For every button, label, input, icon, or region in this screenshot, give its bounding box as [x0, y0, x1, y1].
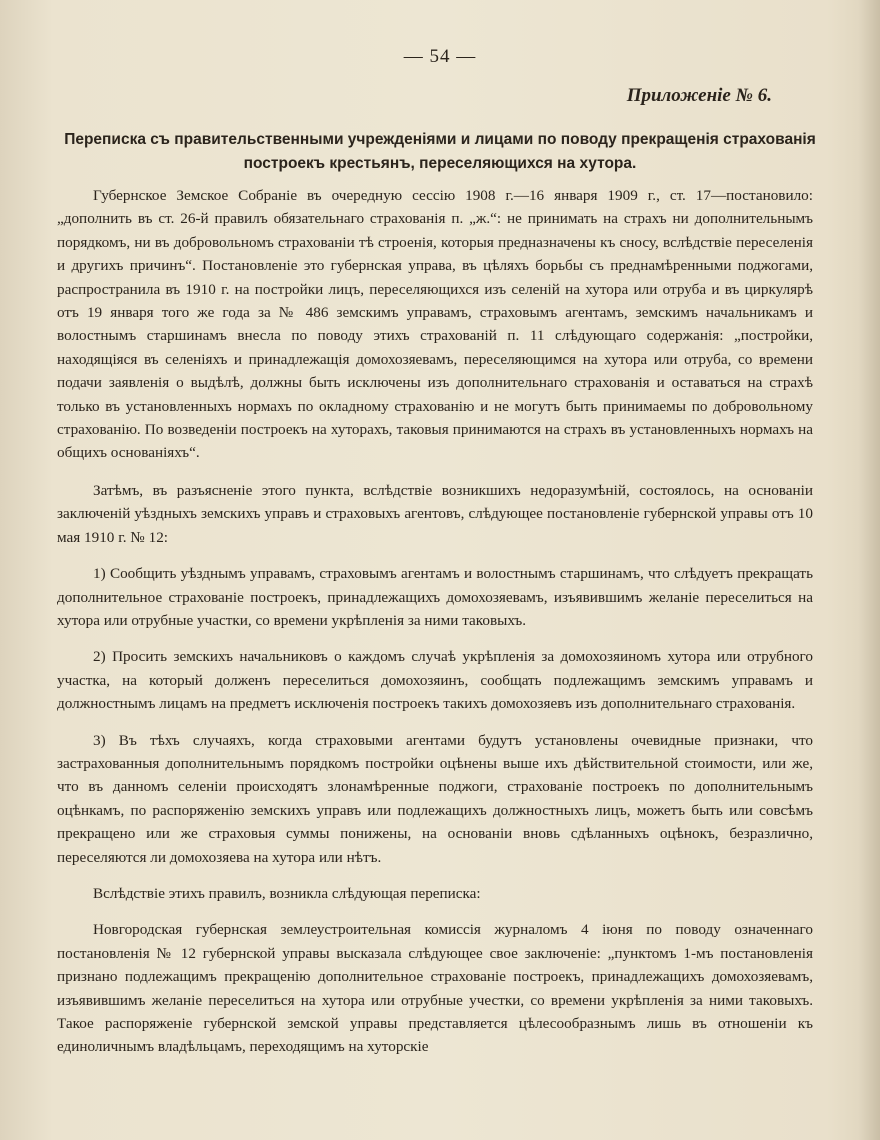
title-line-1: Переписка съ правительственными учрежденіями и лицами по поводу прекращенія страхованія	[64, 131, 816, 148]
page-number: — 54 —	[403, 46, 477, 67]
paragraph: Губернское Земское Собраніе въ очередную сессію 1908 г.—16 января 1909 г., ст. 17—постановило: „дополнить въ ст. 26-й правилъ обязательнаго страхованія п. „ж.“: не принимать на страхъ ни дополнительнымъ порядкомъ, ни въ добровольномъ страхованіи тѣ строенія, которыя предназначены къ сносу, вслѣдствіе переселенія и другихъ причинъ“. Постановленіе это губернская управа, въ цѣляхъ борьбы съ преднамѣренными поджогами, распространила въ 1910 г. на постройки лицъ, переселяющихся изъ селеній на хутора или отруба и въ циркулярѣ отъ 19 января того же года за № 486 земскимъ управамъ, страховымъ агентамъ, земскимъ начальникамъ и волостнымъ старшинамъ внесла по поводу этихъ страхованій п. 11 слѣдующаго содержанія: „постройки, находящіяся въ селеніяхъ и принадлежащія домохозяевамъ, переселяющимся на хутора или отруба, со времени подачи заявленія о выдѣлѣ, должны быть исключены изъ дополнительнаго страхованія и оставаться на страхѣ только въ установленныхъ нормахъ по окладному страхованію и не могутъ быть принимаемы по добровольному страхованію. По возведеніи построекъ на хуторахъ, таковыя принимаются на страхъ въ установленныхъ нормахъ на общихъ основаніяхъ“.	[57, 187, 813, 462]
paragraph: 3) Въ тѣхъ случаяхъ, когда страховыми агентами будутъ установлены очевидные признаки, что застрахованныя дополнительнымъ порядкомъ постройки оцѣнены выше ихъ дѣйствительной стоимости, или же, что въ данномъ селеніи происходятъ злонамѣренные поджоги, страхованіе построекъ по дополнительнымъ оцѣнкамъ, по распоряженію земскихъ управъ или подлежащихъ должностныхъ лицъ, можетъ быть или совсѣмъ прекращено или же страховыя суммы понижены, на основаніи вновь сдѣланныхъ оцѣнокъ, безразлично, переселяются ли домохозяева на хутора или нѣтъ.	[57, 731, 813, 866]
appendix-label: Приложеніе № 6.	[626, 85, 772, 106]
title-line-2: построекъ крестьянъ, переселяющихся на хутора.	[243, 155, 637, 172]
paragraph: Затѣмъ, въ разъясненіе этого пункта, вслѣдствіе возникшихъ недоразумѣній, состоялось, на основаніи заключеній уѣздныхъ земскихъ управъ и страховыхъ агентовъ, слѣдующее постановленіе губернской управы отъ 10 мая 1910 г. № 12:	[57, 481, 813, 546]
body-text	[57, 184, 813, 1072]
paragraph: Вслѣдствіе этихъ правилъ, возникла слѣдующая переписка:	[93, 884, 481, 902]
page-edge	[858, 0, 880, 1140]
section-title	[50, 128, 830, 176]
paragraph: Новгородская губернская землеустроительная комиссія журналомъ 4 іюня по поводу означеннаго постановленія № 12 губернской управы высказала слѣдующее свое заключеніе: „пунктомъ 1-мъ постановленія признано подлежащимъ прекращенію дополнительное страхованіе построекъ, принадлежащихъ домохозяевамъ, изъявившимъ желаніе переселиться на хутора или отрубные учестки, со времени укрѣпленія за ними таковыхъ. Такое распоряженіе губернской земской управы представляется цѣлесообразнымъ лишь въ отношеніи къ единоличнымъ владѣльцамъ, переходящимъ на хуторскіе	[57, 921, 813, 1056]
paragraph: 2) Просить земскихъ начальниковъ о каждомъ случаѣ укрѣпленія за домохозяиномъ хутора или отрубного участка, на который долженъ переселиться домохозяинъ, сообщать подлежащимъ земскимъ управамъ и должностнымъ лицамъ на предметъ исключенія построекъ такихъ домохозяевъ изъ дополнительнаго страхованія.	[57, 648, 813, 713]
paragraph: 1) Сообщить уѣзднымъ управамъ, страховымъ агентамъ и волостнымъ старшинамъ, что слѣдуетъ прекращать дополнительное страхованіе построекъ, принадлежащихъ домохозяевамъ, изъявившимъ желаніе переселиться на хутора или отрубные участки, со времени укрѣпленія за ними таковыхъ.	[57, 565, 813, 629]
